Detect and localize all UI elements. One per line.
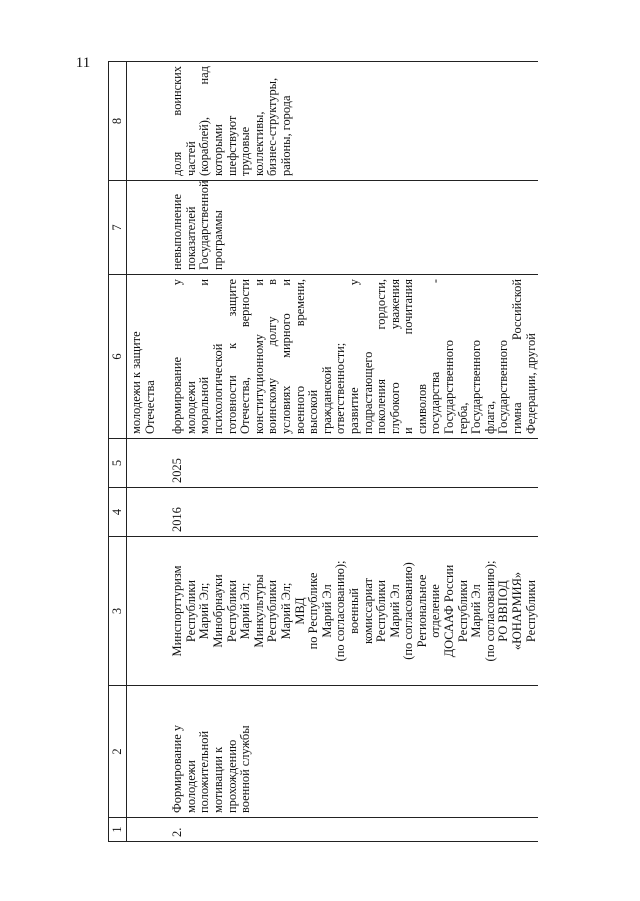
column-header: 4 [109, 488, 127, 537]
cell-line: воинскому долгу в [265, 279, 280, 434]
cell-line: Формирование у [170, 724, 185, 813]
cell-line: Минобрнауки [210, 574, 225, 648]
cell-line: военного времени, [292, 279, 307, 434]
cell-line: подрастающего [360, 351, 375, 434]
cell-line: Республики [455, 579, 470, 643]
cell-line: готовности к защите [224, 279, 239, 434]
cell-line: Государственного [442, 340, 457, 434]
cell-line: отделение [428, 584, 443, 638]
cell-line: ответственности; [333, 342, 348, 434]
cell-line: Марий Эл; [278, 582, 293, 640]
cell-line: и почитания [401, 279, 416, 434]
cell-line: Марий Эл [319, 584, 334, 638]
cell-line: ДОСААФ России [442, 564, 457, 658]
task-cell [169, 686, 538, 818]
cell-line: Отечества [142, 380, 157, 434]
continuation-result-cell [127, 275, 170, 439]
cell-line: невыполнение [170, 193, 185, 270]
start-year-cell: 2016 [169, 488, 538, 537]
cell-line: высокой [306, 389, 321, 434]
cell-line: комиссариат [360, 578, 375, 644]
cell-line: (по согласованию); [482, 560, 497, 662]
end-year-cell: 2025 [169, 439, 538, 488]
cell-line: «ЮНАРМИЯ» [510, 571, 525, 651]
cell-line: герба, [455, 402, 470, 434]
rotated-page [108, 62, 626, 842]
column-header: 5 [109, 439, 127, 488]
cell-line: районы, города [278, 95, 293, 176]
column-header: 3 [109, 537, 127, 686]
page-number: 11 [75, 55, 91, 71]
cell-line: военный [346, 588, 361, 634]
row-number-cell: 2. [169, 818, 538, 842]
cell-line: (кораблей), над [197, 66, 212, 176]
cell-line: гимна Российской [510, 279, 525, 434]
cell-line: Государственной [197, 180, 212, 270]
cell-line: Марий Эл [387, 584, 402, 638]
column-header: 8 [109, 62, 127, 181]
cell-line: доля воинских частей [170, 66, 198, 176]
program-table [108, 61, 538, 842]
cell-line: программы [210, 210, 225, 270]
risk-cell [169, 181, 538, 275]
cell-line: флага, [482, 400, 497, 434]
cell-line: МВД [292, 597, 307, 625]
cell-line: Минспорттуризм [170, 565, 185, 657]
cell-line: (по согласованию); [333, 560, 348, 662]
cell-line: трудовые коллективы, [238, 111, 266, 176]
cell-line: условиях мирного и [278, 279, 293, 434]
cell-line: молодежи [183, 760, 198, 813]
cell-line: военной службы [238, 725, 253, 813]
cell-line: молодежи [183, 381, 198, 434]
cell-line: по Республике [306, 572, 321, 650]
cell-line: конституционному и [251, 279, 266, 434]
cell-line: Марий Эл; [197, 582, 212, 640]
cell-line: Республики [523, 579, 538, 643]
cell-line: Государственного [496, 340, 511, 434]
cell-line: психологической [210, 343, 225, 434]
column-header: 1 [109, 818, 127, 842]
cell-line: РО ВВПОД [496, 580, 511, 642]
cell-line: мотивации к [210, 746, 225, 813]
cell-line: (по согласованию) [401, 562, 416, 660]
cell-line: положительной [197, 730, 212, 813]
cell-line: показателей [183, 206, 198, 270]
cell-line: Республики [265, 579, 280, 643]
continuation-row [127, 62, 170, 842]
cell-line: бизнес-структуры, [265, 77, 280, 176]
column-header: 6 [109, 275, 127, 439]
cell-line: Республики [183, 579, 198, 643]
executors-cell [169, 537, 538, 686]
header-row [109, 62, 127, 842]
cell-line: Марий Эл; [238, 582, 253, 640]
cell-line: Государственного [469, 340, 484, 434]
cell-line: Марий Эл [469, 584, 484, 638]
cell-line: развитие у [346, 279, 361, 434]
cell-line: формирование у [170, 279, 185, 434]
cell-line: моральной и [197, 279, 212, 434]
cell-line: Республики [374, 579, 389, 643]
result-cell [169, 275, 538, 439]
cell-line: Минкультуры [251, 574, 266, 648]
cell-line: государства - [428, 279, 443, 434]
cell-line: поколения гордости, [374, 279, 389, 434]
cell-line: Региональное [414, 574, 429, 648]
column-header: 7 [109, 181, 127, 275]
cell-line: прохождению [224, 739, 239, 813]
table-row [169, 62, 538, 842]
cell-line: которыми шефствуют [210, 115, 239, 176]
cell-line: Республики [224, 579, 239, 643]
cell-line: символов [414, 384, 429, 434]
cell-line: Отечества, верности [238, 279, 253, 434]
cell-line: гражданской [319, 366, 334, 434]
column-header: 2 [109, 686, 127, 818]
indicator-cell [169, 62, 538, 181]
cell-line: Федерации, другой [523, 333, 538, 434]
cell-line: глубокого уважения [387, 279, 402, 434]
cell-line: молодежи к защите [129, 331, 143, 434]
